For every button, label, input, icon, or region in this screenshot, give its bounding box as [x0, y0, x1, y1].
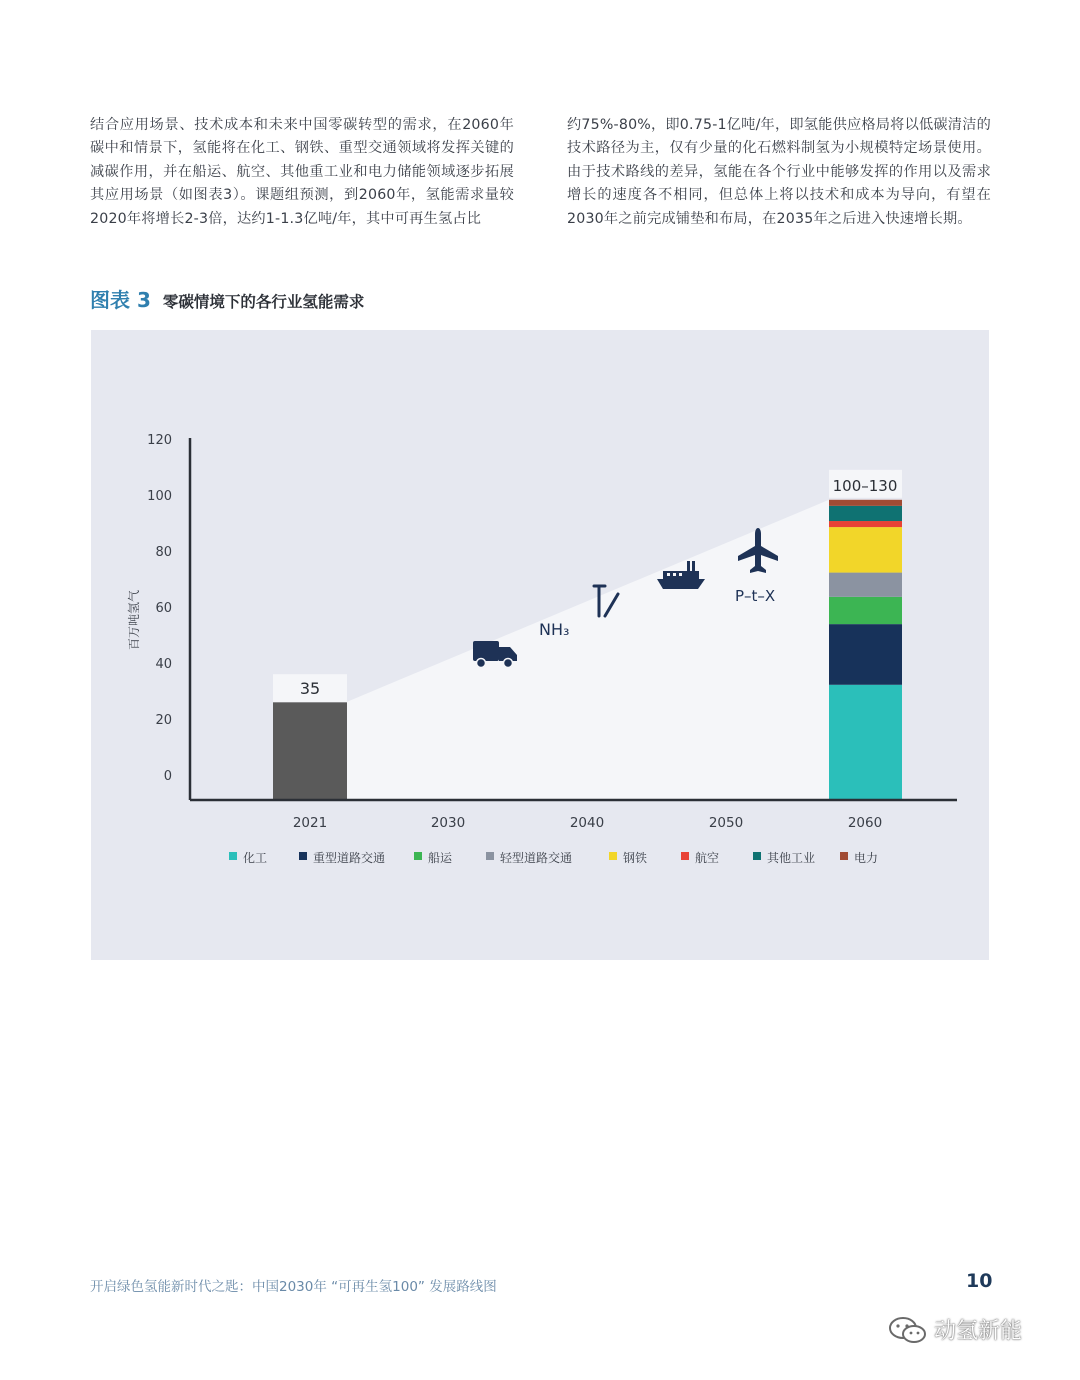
- legend-swatch: [681, 852, 689, 860]
- y-tick-label: 100: [147, 489, 172, 504]
- paragraph-right: 约75%-80%，即0.75-1亿吨/年，即氢能供应格局将以低碳清洁的技术路径为主，仅有少量的化石燃料制氢为小规模特定场景使用。由于技术路线的差异，氢能在各个行业中能够发挥的作用以及需求增长的速度各不相同，但总体上将以技术和成本为导向，有望在2030年之前完成铺垫和布局，在2035年之后进入快速增长期。: [567, 117, 991, 227]
- legend-label: 航空: [695, 851, 720, 865]
- bar-2021: [273, 702, 347, 800]
- figure-number: 图表 3: [90, 288, 151, 312]
- bar-2060-segment: [829, 506, 902, 521]
- ptx-label: P–t–X: [735, 587, 776, 605]
- bar-2060-segment: [829, 597, 902, 624]
- legend-swatch: [753, 852, 761, 860]
- y-tick-label: 20: [155, 713, 172, 728]
- legend-swatch: [486, 852, 494, 860]
- legend-label: 钢铁: [623, 851, 648, 865]
- page-number: 10: [966, 1270, 993, 1292]
- bar-2060-segment: [829, 685, 902, 800]
- bar-2060-segment: [829, 521, 902, 527]
- chart-panel: [91, 330, 989, 960]
- bar-2060-value-label: 100–130: [832, 476, 898, 495]
- legend-swatch: [299, 852, 307, 860]
- figure-title: 零碳情境下的各行业氢能需求: [162, 293, 365, 311]
- legend-swatch: [229, 852, 237, 860]
- y-tick-label: 40: [155, 657, 172, 672]
- x-tick-label: 2021: [292, 815, 328, 831]
- wechat-icon: [888, 1315, 928, 1345]
- legend-label: 电力: [854, 851, 879, 865]
- bar-2021-value-label: 35: [299, 679, 321, 699]
- bar-2060-segment: [829, 573, 902, 597]
- bar-2060-segment: [829, 527, 902, 572]
- legend-label: 其他工业: [767, 851, 816, 865]
- y-tick-label: 0: [163, 769, 172, 784]
- y-tick-label: 120: [147, 433, 172, 448]
- legend-swatch: [414, 852, 422, 860]
- x-tick-label: 2030: [430, 815, 466, 831]
- watermark: [888, 1314, 1022, 1345]
- nh3-label: NH₃: [539, 620, 570, 639]
- footer-title: 开启绿色氢能新时代之匙：中国2030年 “可再生氢100” 发展路线图: [90, 1279, 497, 1295]
- legend-label: 轻型道路交通: [500, 851, 573, 865]
- hydrogen-demand-chart: [91, 330, 989, 960]
- y-tick-label: 60: [155, 601, 172, 616]
- legend-label: 重型道路交通: [313, 851, 386, 865]
- y-tick-label: 80: [155, 545, 172, 560]
- x-tick-label: 2060: [847, 815, 883, 831]
- figure-caption: [90, 284, 364, 313]
- paragraph-left: 结合应用场景、技术成本和未来中国零碳转型的需求，在2060年碳中和情景下，氢能将在化工、钢铁、重型交通领域将发挥关键的减碳作用，并在船运、航空、其他重工业和电力储能领域逐步拓展其应用场景（如图表3）。课题组预测，到2060年，氢能需求量较2020年将增长2-3倍，达约1-1.3亿吨/年，其中可再生氢占比: [90, 117, 514, 227]
- bar-2060-segment: [829, 500, 902, 506]
- legend-label: 船运: [428, 851, 453, 865]
- x-tick-label: 2050: [708, 815, 744, 831]
- x-tick-label: 2040: [569, 815, 605, 831]
- legend-swatch: [609, 852, 617, 860]
- legend-label: 化工: [243, 851, 268, 865]
- bar-2060-segment: [829, 624, 902, 685]
- y-axis-label: 百万吨氢气: [127, 589, 141, 651]
- legend-swatch: [840, 852, 848, 860]
- watermark-text: 动氢新能: [934, 1319, 1023, 1344]
